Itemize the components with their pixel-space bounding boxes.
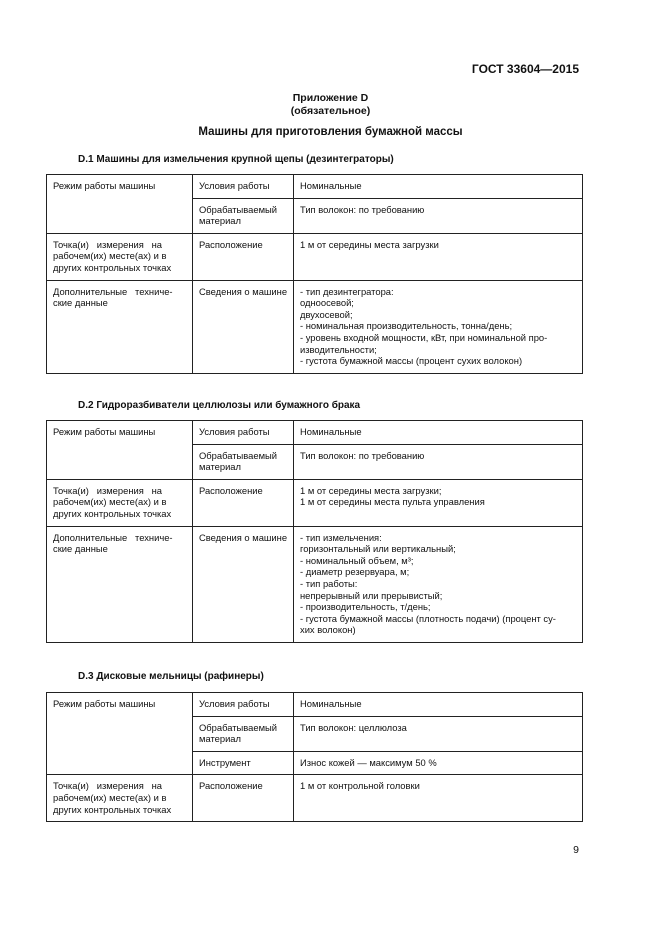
table-row xyxy=(47,175,583,199)
cell-mode: Точка(и) измерения на рабочем(их) месте(ах) и в других контрольных точках xyxy=(47,775,193,822)
cell-value: 1 м от середины места загрузки xyxy=(294,233,583,280)
cell-value: - тип измельчения: горизонтальный или вертикальный; - номинальный объем, м³; - диаметр резервуара, м; - тип работы: непрерывный или прерывистый; - производительность, т/день; - густота бумажной массы (плотность подачи) (процент су- хих волокон) xyxy=(294,526,583,642)
document-code: ГОСТ 33604—2015 xyxy=(471,62,579,76)
table-row xyxy=(47,775,583,822)
section-heading-d3: D.3 Дисковые мельницы (рафинеры) xyxy=(78,671,264,682)
cell-param: Инструмент xyxy=(193,751,294,775)
annex-title: Приложение D xyxy=(292,92,369,104)
table-row xyxy=(47,479,583,526)
cell-param: Сведения о машине xyxy=(193,526,294,642)
cell-mode: Точка(и) измерения на рабочем(их) месте(ах) и в других контрольных точках xyxy=(47,233,193,280)
page-title: Машины для приготовления бумажной массы xyxy=(198,126,463,138)
cell-mode: Режим работы машины xyxy=(47,693,193,775)
annex-heading xyxy=(0,92,661,118)
cell-param: Условия работы xyxy=(193,175,294,199)
cell-value: 1 м от контрольной головки xyxy=(294,775,583,822)
annex-status: (обязательное) xyxy=(290,105,371,117)
table-row xyxy=(47,280,583,373)
cell-value: 1 м от середины места загрузки; 1 м от середины места пульта управления xyxy=(294,479,583,526)
section-heading-d1: D.1 Машины для измельчения крупной щепы (дезинтеграторы) xyxy=(78,154,394,165)
table-row xyxy=(47,421,583,445)
section-heading-d2: D.2 Гидроразбиватели целлюлозы или бумажного брака xyxy=(78,400,361,411)
cell-param: Условия работы xyxy=(193,693,294,717)
table-d2 xyxy=(46,420,583,643)
cell-value: Номинальные xyxy=(294,175,583,199)
table-row xyxy=(47,233,583,280)
cell-param: Расположение xyxy=(193,233,294,280)
cell-mode: Точка(и) измерения на рабочем(их) месте(ах) и в других контрольных точках xyxy=(47,479,193,526)
cell-mode: Дополнительные техниче- ские данные xyxy=(47,280,193,373)
cell-value: Номинальные xyxy=(294,421,583,445)
cell-mode: Режим работы машины xyxy=(47,175,193,234)
cell-param: Условия работы xyxy=(193,421,294,445)
cell-param: Расположение xyxy=(193,775,294,822)
table-row xyxy=(47,526,583,642)
cell-param: Обрабатываемый материал xyxy=(193,444,294,479)
cell-value: Износ кожей — максимум 50 % xyxy=(294,751,583,775)
cell-value: Номинальные xyxy=(294,693,583,717)
cell-mode: Режим работы машины xyxy=(47,421,193,480)
cell-param: Обрабатываемый материал xyxy=(193,716,294,751)
cell-param: Расположение xyxy=(193,479,294,526)
table-d3 xyxy=(46,692,583,822)
cell-value: Тип волокон: по требованию xyxy=(294,198,583,233)
cell-value: Тип волокон: целлюлоза xyxy=(294,716,583,751)
cell-param: Сведения о машине xyxy=(193,280,294,373)
cell-value: Тип волокон: по требованию xyxy=(294,444,583,479)
cell-param: Обрабатываемый материал xyxy=(193,198,294,233)
cell-mode: Дополнительные техниче- ские данные xyxy=(47,526,193,642)
cell-value: - тип дезинтегратора: одноосевой; двухосевой; - номинальная производительность, тонна/день; - уровень входной мощности, кВт, при номинальной про- изводительности; - густота бумажной массы (процент сухих волокон) xyxy=(294,280,583,373)
page-number: 9 xyxy=(573,844,579,856)
table-row xyxy=(47,693,583,717)
table-d1 xyxy=(46,174,583,374)
